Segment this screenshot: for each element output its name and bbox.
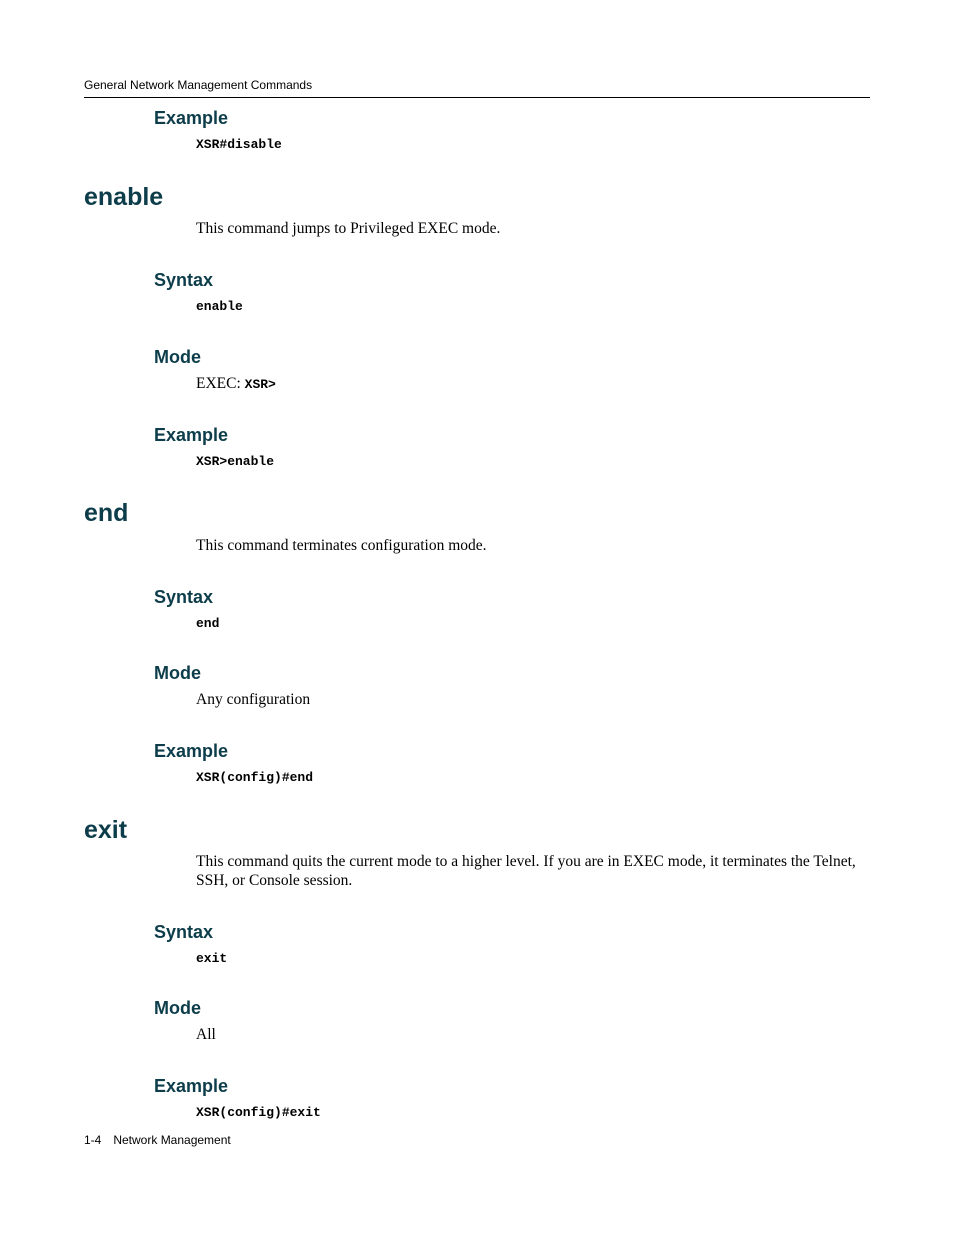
end-command-title: end xyxy=(84,499,129,527)
exit-description: This command quits the current mode to a higher level. If you are in EXEC mode, it terminates the Telnet, SSH, or Console session. xyxy=(196,853,856,889)
enable-syntax-code: enable xyxy=(196,299,243,314)
enable-example-heading: Example xyxy=(154,425,229,445)
footer-section: Network Management xyxy=(113,1133,231,1147)
exit-command-title: exit xyxy=(84,816,128,844)
disable-example-code: XSR#disable xyxy=(196,137,282,152)
enable-syntax-heading: Syntax xyxy=(154,270,214,290)
exit-example-code: XSR(config)#exit xyxy=(196,1105,321,1120)
page-footer xyxy=(84,1133,231,1147)
end-syntax-code: end xyxy=(196,616,220,631)
enable-mode-text xyxy=(196,374,276,394)
page-number: 1-4 xyxy=(84,1133,102,1147)
end-syntax-heading: Syntax xyxy=(154,587,214,607)
exit-mode-heading: Mode xyxy=(154,998,201,1018)
enable-command-title: enable xyxy=(84,183,164,211)
enable-example-code: XSR>enable xyxy=(196,454,275,469)
enable-description: This command jumps to Privileged EXEC mode. xyxy=(196,220,501,237)
end-mode-text: Any configuration xyxy=(196,691,311,708)
enable-mode-prefix: EXEC: xyxy=(196,375,245,392)
end-mode-heading: Mode xyxy=(154,663,201,683)
end-example-heading: Example xyxy=(154,741,229,761)
enable-mode-code: XSR> xyxy=(244,377,276,392)
exit-example-heading: Example xyxy=(154,1076,229,1096)
exit-syntax-code: exit xyxy=(196,951,228,966)
running-header: General Network Management Commands xyxy=(84,78,313,92)
enable-mode-heading: Mode xyxy=(154,347,201,367)
header-rule xyxy=(84,97,870,98)
end-example-code: XSR(config)#end xyxy=(196,770,314,785)
disable-example-heading: Example xyxy=(154,108,229,128)
exit-mode-text: All xyxy=(196,1026,216,1043)
exit-syntax-heading: Syntax xyxy=(154,922,214,942)
end-description: This command terminates configuration mode. xyxy=(196,537,487,554)
